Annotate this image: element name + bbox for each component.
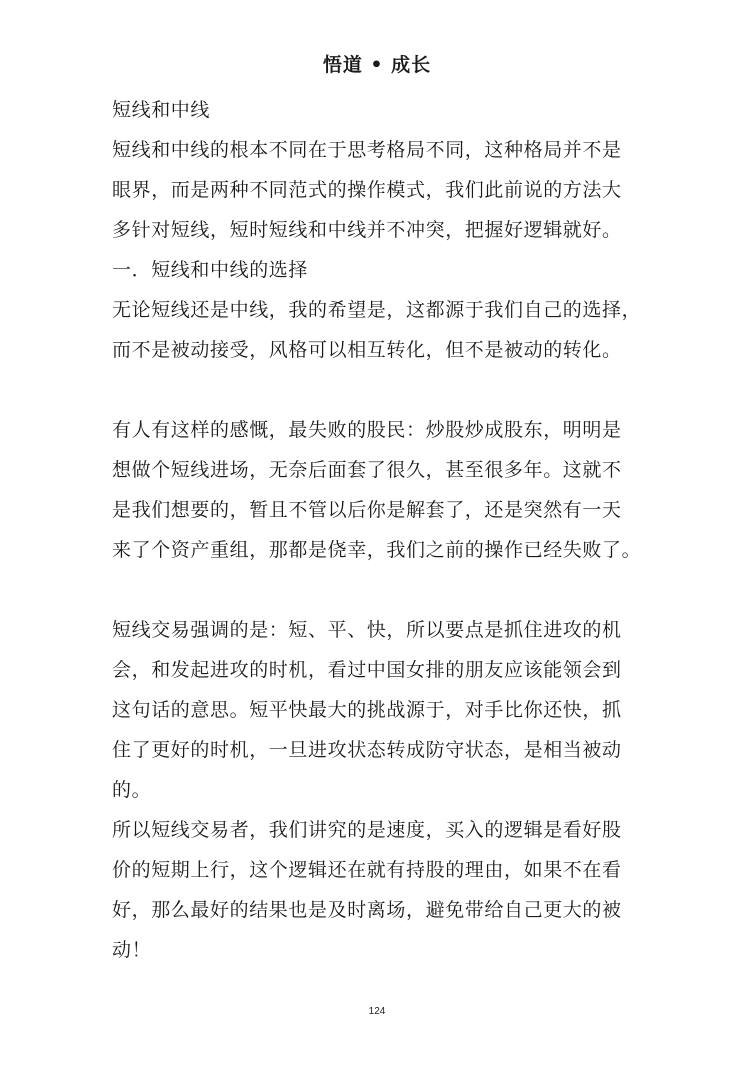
paragraph-line: 有人有这样的感慨，最失败的股民：炒股炒成股东，明明是	[112, 419, 622, 441]
paragraph-line: 好，那么最好的结果也是及时离场，避免带给自己更大的被	[112, 899, 622, 921]
paragraph-line: 会，和发起进攻的时机，看过中国女排的朋友应该能领会到	[112, 659, 622, 681]
paragraph-line: 来了个资产重组，那都是侥幸，我们之前的操作已经失败了。	[112, 539, 642, 561]
paragraph-line: 是我们想要的，暂且不管以后你是解套了，还是突然有一天	[112, 499, 622, 521]
blank-line	[112, 570, 652, 610]
paragraph-line: 多针对短线，短时短线和中线并不冲突，把握好逻辑就好。	[112, 219, 622, 241]
body-text	[112, 90, 652, 970]
blank-line	[112, 370, 652, 410]
paragraph-line: 无论短线还是中线，我的希望是，这都源于我们自己的选择，	[112, 299, 642, 321]
paragraph-line: 眼界，而是两种不同范式的操作模式，我们此前说的方法大	[112, 179, 622, 201]
subsection-heading: 一．短线和中线的选择	[112, 259, 309, 281]
section-heading: 短线和中线	[112, 99, 211, 121]
paragraph-line: 动！	[112, 939, 152, 961]
paragraph-line: 短线和中线的根本不同在于思考格局不同，这种格局并不是	[112, 139, 622, 161]
page-number: 124	[368, 1006, 386, 1017]
paragraph-line: 所以短线交易者，我们讲究的是速度，买入的逻辑是看好股	[112, 819, 622, 841]
paragraph-line: 短线交易强调的是：短、平、快，所以要点是抓住进攻的机	[112, 619, 622, 641]
paragraph-line: 住了更好的时机，一旦进攻状态转成防守状态，是相当被动	[112, 739, 622, 761]
paragraph-line: 这句话的意思。短平快最大的挑战源于，对手比你还快，抓	[112, 699, 622, 721]
page-header-title: 悟道 • 成长	[322, 54, 432, 76]
paragraph-line: 价的短期上行，这个逻辑还在就有持股的理由，如果不在看	[112, 859, 622, 881]
paragraph-line: 而不是被动接受，风格可以相互转化，但不是被动的转化。	[112, 339, 622, 361]
paragraph-line: 的。	[112, 779, 152, 801]
paragraph-line: 想做个短线进场，无奈后面套了很久，甚至很多年。这就不	[112, 459, 622, 481]
